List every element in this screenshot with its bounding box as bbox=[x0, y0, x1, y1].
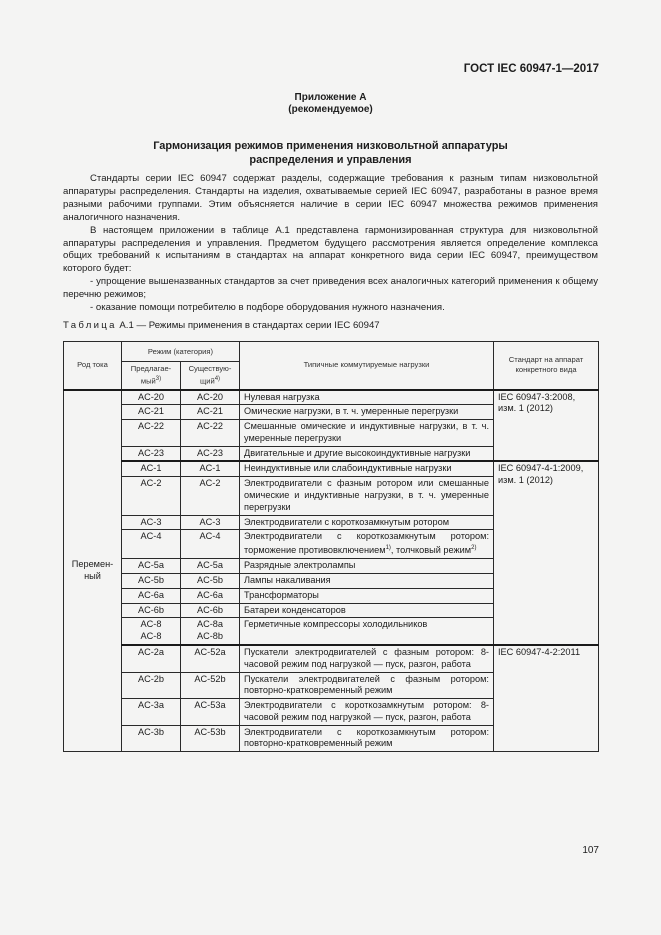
proposed-cell: AC-21 bbox=[122, 405, 181, 420]
existing-cell: AC-20 bbox=[181, 390, 240, 405]
section-heading-line2: распределения и управления bbox=[249, 154, 412, 166]
existing-cell: AC-52a bbox=[181, 645, 240, 672]
existing-cell: AC-6b bbox=[181, 603, 240, 618]
page-number: 107 bbox=[582, 845, 599, 856]
header-loads: Типичные коммутируемые нагрузки bbox=[240, 342, 494, 390]
load-cell: Лампы накаливания bbox=[240, 573, 494, 588]
load-cell: Омические нагрузки, в т. ч. умеренные перегрузки bbox=[240, 405, 494, 420]
annex-title: Приложение А bbox=[294, 92, 367, 103]
load-text-tail: , толчковый режим bbox=[390, 545, 472, 556]
existing-cell: AC-21 bbox=[181, 405, 240, 420]
existing-cell: AC-5a bbox=[181, 559, 240, 574]
load-cell: Трансформаторы bbox=[240, 588, 494, 603]
paragraph: В настоящем приложении в таблице А.1 представлена гармонизированная структура для низковольтной аппаратуры распределения и управления. Предметом будущего рассмотрения является определение комплекса общих требований к испытаниям в стандартах на аппарат конкретного вида серии IEC 60947, преимуществом которого будет: bbox=[63, 224, 598, 275]
proposed-cell: AC-5a bbox=[122, 559, 181, 574]
section-heading-line1: Гармонизация режимов применения низковольтной аппаратуры bbox=[153, 140, 508, 152]
table-caption-text: А.1 — Режимы применения в стандартах серии IEC 60947 bbox=[119, 320, 380, 331]
existing-cell: AC-2 bbox=[181, 477, 240, 515]
list-item: - оказание помощи потребителю в подборе оборудования нужного назначения. bbox=[90, 302, 445, 314]
proposed-cell: AC-2a bbox=[122, 645, 181, 672]
existing-cell: AC-23 bbox=[181, 446, 240, 461]
existing-cell: AC-22 bbox=[181, 420, 240, 447]
header-standard: Стандарт на аппарат конкретного вида bbox=[494, 342, 599, 390]
existing-cell: AC-53a bbox=[181, 699, 240, 726]
load-cell: Батареи конденсаторов bbox=[240, 603, 494, 618]
table-row bbox=[64, 461, 599, 476]
proposed-cell: AC-3b bbox=[122, 725, 181, 752]
footnote-ref: 2) bbox=[471, 545, 477, 552]
proposed-cell: AC-22 bbox=[122, 420, 181, 447]
body-text bbox=[63, 173, 598, 315]
load-cell: Смешанные омические и индуктивные нагрузки, в т. ч. умеренные перегрузки bbox=[240, 420, 494, 447]
annex-status: (рекомендуемое) bbox=[288, 104, 373, 115]
proposed-cell: AC-3 bbox=[122, 515, 181, 530]
header-proposed bbox=[122, 362, 181, 390]
load-cell: Неиндуктивные или слабоиндуктивные нагрузки bbox=[240, 461, 494, 476]
list-item: - упрощение вышеназванных стандартов за счет приведения всех аналогичных категорий применения к общему перечню режимов; bbox=[63, 276, 598, 301]
header-mode: Режим (категория) bbox=[122, 342, 240, 362]
standard-cell: IEC 60947-4-1:2009, изм. 1 (2012) bbox=[494, 461, 599, 644]
table-caption bbox=[63, 320, 380, 331]
header-existing bbox=[181, 362, 240, 390]
modes-table bbox=[63, 341, 599, 752]
proposed-cell: AC-20 bbox=[122, 390, 181, 405]
proposed-cell: AC-3a bbox=[122, 699, 181, 726]
load-cell: Электродвигатели с короткозамкнутым ротором: повторно-кратковременный режим bbox=[240, 725, 494, 752]
load-cell: Электродвигатели с фазным ротором или смешанные омические и индуктивные нагрузки, в т. ч. умеренные перегрузки bbox=[240, 477, 494, 515]
footnote-ref: 3) bbox=[155, 375, 162, 382]
proposed-cell: AC-5b bbox=[122, 573, 181, 588]
proposed-cell: AC-23 bbox=[122, 446, 181, 461]
load-cell: Электродвигатели с короткозамкнутым ротором: 8-часовой режим под нагрузкой — пуск, разгон, работа bbox=[240, 699, 494, 726]
existing-value: AC-8a bbox=[196, 619, 224, 630]
footnote-ref: 1) bbox=[385, 545, 391, 552]
proposed-value: AC-8 bbox=[140, 619, 162, 630]
proposed-cell: AC-2 bbox=[122, 477, 181, 515]
table-caption-prefix: Таблица bbox=[63, 320, 117, 331]
load-text: Электродвигатели с короткозамкнутым ротором: торможение противовключением bbox=[244, 531, 489, 556]
footnote-ref: 4) bbox=[214, 375, 221, 382]
proposed-cell: AC-1 bbox=[122, 461, 181, 476]
standard-designation: ГОСТ IEC 60947-1—2017 bbox=[463, 63, 599, 75]
load-cell: Электродвигатели с короткозамкнутым ротором bbox=[240, 515, 494, 530]
header-existing-text: Существую-щий bbox=[188, 363, 232, 386]
existing-cell: AC-53b bbox=[181, 725, 240, 752]
load-cell: Герметичные компрессоры холодильников bbox=[240, 618, 494, 645]
proposed-value: AC-8 bbox=[140, 631, 162, 642]
load-cell: Нулевая нагрузка bbox=[240, 390, 494, 405]
existing-cell bbox=[181, 618, 240, 645]
header-current-type: Род тока bbox=[64, 342, 122, 390]
existing-cell: AC-6a bbox=[181, 588, 240, 603]
load-cell bbox=[240, 530, 494, 559]
current-type-cell: Перемен-ный bbox=[64, 390, 122, 752]
existing-cell: AC-3 bbox=[181, 515, 240, 530]
existing-cell: AC-4 bbox=[181, 530, 240, 559]
standard-cell: IEC 60947-4-2:2011 bbox=[494, 645, 599, 752]
existing-value: AC-8b bbox=[196, 631, 224, 642]
table-row bbox=[64, 645, 599, 672]
standard-cell: IEC 60947-3:2008, изм. 1 (2012) bbox=[494, 390, 599, 462]
proposed-cell: AC-4 bbox=[122, 530, 181, 559]
load-cell: Разрядные электролампы bbox=[240, 559, 494, 574]
proposed-cell: AC-2b bbox=[122, 672, 181, 699]
paragraph: Стандарты серии IEC 60947 содержат разделы, содержащие требования к разным типам низковольтной аппаратуры распределения. Стандарты на изделия, охватываемые серией IEC 60947, разработаны в разное время разными рабочими группами. Этим объясняется наличие в серии IEC 60947 множества режимов применения аналогичного назначения. bbox=[63, 173, 598, 223]
load-cell: Пускатели электродвигателей с фазным ротором: 8-часовой режим под нагрузкой — пуск, разгон, работа bbox=[240, 645, 494, 672]
proposed-cell: AC-6b bbox=[122, 603, 181, 618]
header-proposed-text: Предлагае-мый bbox=[130, 363, 172, 386]
existing-cell: AC-52b bbox=[181, 672, 240, 699]
existing-cell: AC-5b bbox=[181, 573, 240, 588]
existing-cell: AC-1 bbox=[181, 461, 240, 476]
load-cell: Пускатели электродвигателей с фазным ротором: повторно-кратковременный режим bbox=[240, 672, 494, 699]
load-cell: Двигательные и другие высокоиндуктивные нагрузки bbox=[240, 446, 494, 461]
proposed-cell: AC-6a bbox=[122, 588, 181, 603]
proposed-cell bbox=[122, 618, 181, 645]
table-row bbox=[64, 390, 599, 405]
